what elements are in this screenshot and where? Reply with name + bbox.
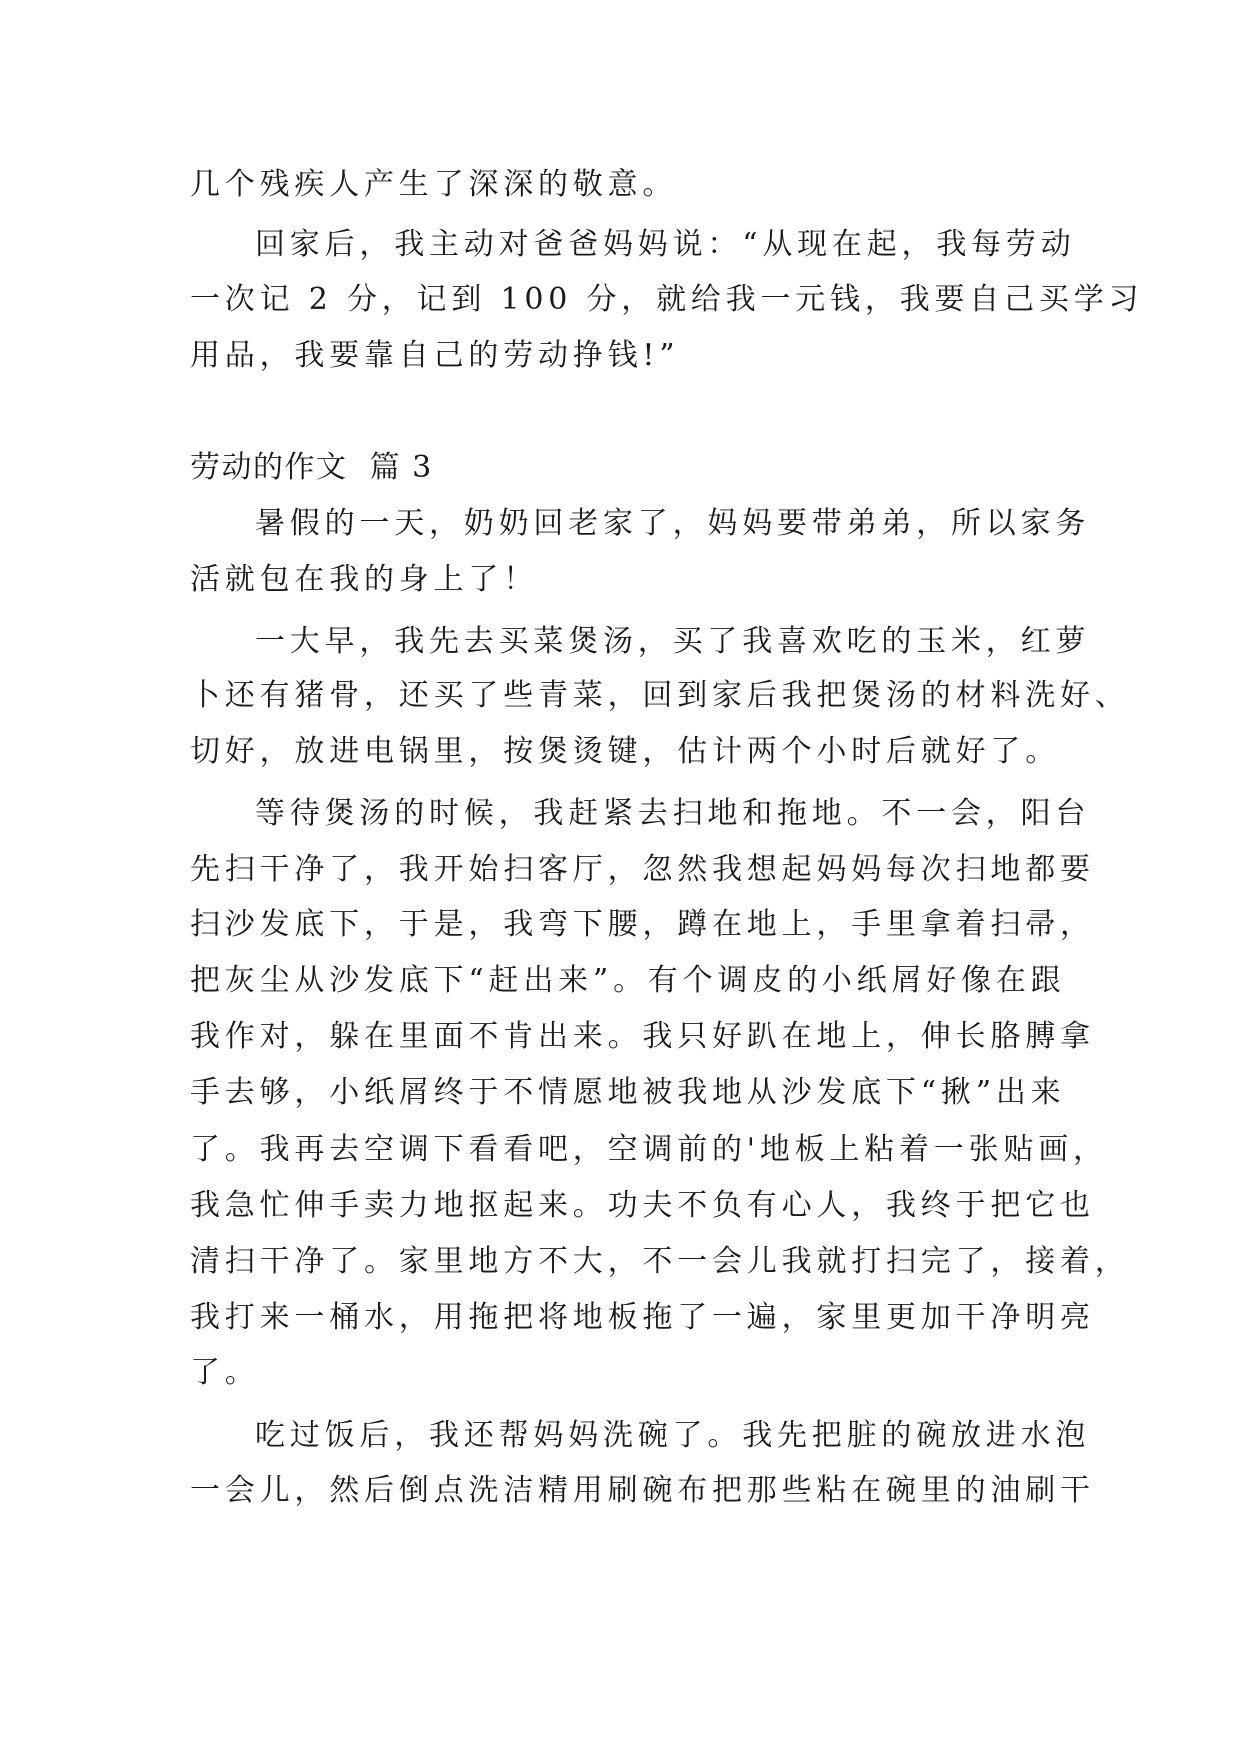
paragraph-line: 了。 — [190, 1355, 260, 1390]
paragraph-line: 几个残疾人产生了深深的敬意。 — [190, 167, 678, 202]
paragraph-line: 一大早，我先去买菜煲汤，买了我喜欢吃的玉米，红萝 — [255, 624, 1091, 659]
paragraph-line: 先扫干净了，我开始扫客厅，忽然我想起妈妈每次扫地都要 — [190, 852, 1095, 887]
paragraph-line: 了。我再去空调下看看吧，空调前的'地板上粘着一张贴画， — [190, 1132, 1108, 1167]
paragraph-line: 等待煲汤的时候，我赶紧去扫地和拖地。不一会，阳台 — [255, 796, 1091, 831]
paragraph-line: 吃过饭后，我还帮妈妈洗碗了。我先把脏的碗放进水泡 — [255, 1418, 1091, 1453]
paragraph-line: 卜还有猪骨，还买了些青菜，回到家后我把煲汤的材料洗好、 — [190, 678, 1130, 713]
paragraph-line: 扫沙发底下，于是，我弯下腰，蹲在地上，手里拿着扫帚， — [190, 907, 1095, 942]
section-heading: 劳动的作文 篇 3 — [190, 450, 433, 485]
paragraph-line: 我作对，躲在里面不肯出来。我只好趴在地上，伸长胳膊拿 — [190, 1019, 1095, 1054]
paragraph-line: 我急忙伸手卖力地抠起来。功夫不负有心人，我终于把它也 — [190, 1188, 1095, 1223]
paragraph-line: 清扫干净了。家里地方不大，不一会儿我就打扫完了，接着， — [190, 1244, 1130, 1279]
paragraph-line: 一会儿，然后倒点洗洁精用刷碗布把那些粘在碗里的油刷干 — [190, 1473, 1095, 1508]
paragraph-line: 回家后，我主动对爸爸妈妈说：“从现在起，我每劳动 — [255, 227, 1076, 262]
paragraph-line: 暑假的一天，奶奶回老家了，妈妈要带弟弟，所以家务 — [255, 506, 1091, 541]
paragraph-line: 手去够，小纸屑终于不情愿地被我地从沙发底下“揪”出来 — [190, 1075, 1066, 1110]
paragraph-line: 一次记 2 分，记到 100 分，就给我一元钱，我要自己买学习 — [190, 282, 1144, 317]
paragraph-line: 活就包在我的身上了！ — [190, 562, 538, 597]
paragraph-line: 用品，我要靠自己的劳动挣钱!” — [190, 338, 680, 373]
paragraph-line: 我打来一桶水，用拖把将地板拖了一遍，家里更加干净明亮 — [190, 1300, 1095, 1335]
paragraph-line: 切好，放进电锅里，按煲烫键，估计两个小时后就好了。 — [190, 734, 1060, 769]
paragraph-line: 把灰尘从沙发底下“赶出来”。有个调皮的小纸屑好像在跟 — [190, 963, 1066, 998]
